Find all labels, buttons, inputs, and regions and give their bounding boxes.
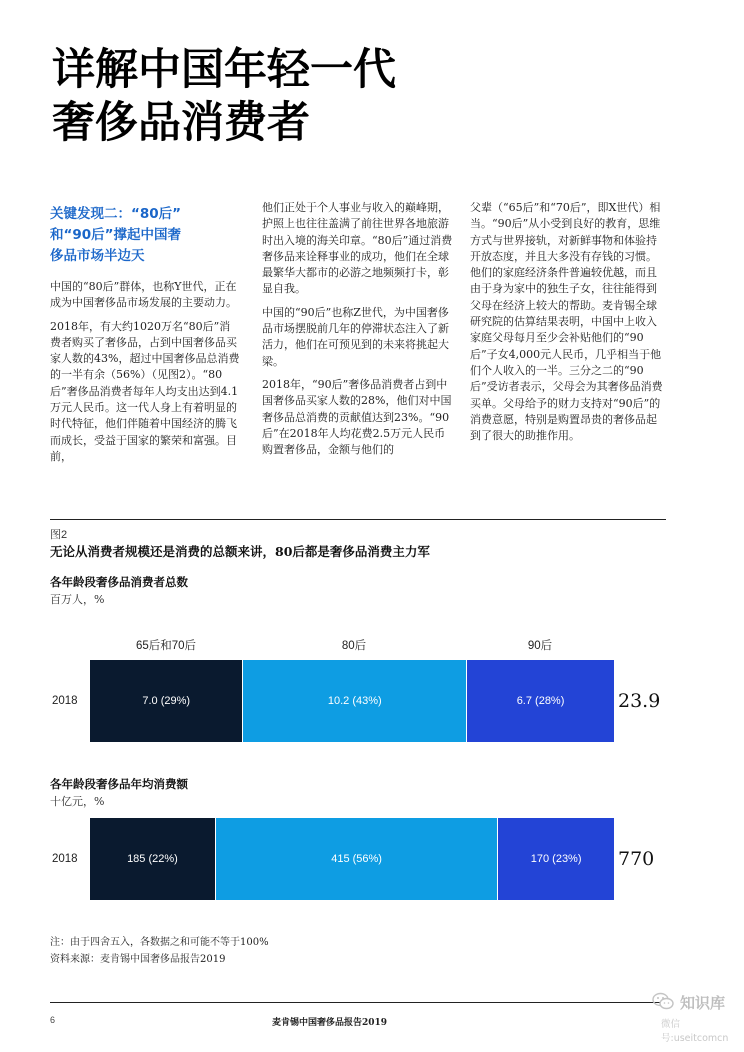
chart-1-category-label: 2018 <box>52 695 78 707</box>
text-column-3 <box>470 200 664 451</box>
bar-segment-90 <box>498 818 614 900</box>
page-title-line-1: 详解中国年轻一代 <box>52 45 396 95</box>
figure-top-rule <box>50 519 666 520</box>
page-title-line-2: 奢侈品消费者 <box>52 98 310 148</box>
series-label-90: 90后 <box>527 640 553 652</box>
bar-value-label: 6.7 (28%) <box>516 695 565 707</box>
chart-2-total: 770 <box>618 848 655 870</box>
bar-value-label: 7.0 (29%) <box>142 695 191 707</box>
figure-title: 无论从消费者规模还是消费的总额来讲，80后都是奢侈品消费主力军 <box>50 544 430 559</box>
paragraph: 中国的“90后”也称Z世代，为中国奢侈品市场摆脱前几年的停滞状态注入了新活力，他们在可预见到的未来将挑起大梁。 <box>262 305 449 368</box>
page-number: 6 <box>50 1015 56 1025</box>
bar-value-label: 170 (23%) <box>530 853 582 865</box>
watermark-brand: 知识库 <box>680 994 726 1012</box>
key-finding-heading: 关键发现二：“80后” 和“90后”撑起中国奢 侈品市场半边天 <box>50 206 182 264</box>
publication-name: 麦肯锡中国奢侈品报告2019 <box>272 1018 388 1028</box>
chart-1-total: 23.9 <box>618 690 661 712</box>
bar-value-label: 10.2 (43%) <box>327 695 382 707</box>
chart-1-stacked-bar <box>90 660 614 742</box>
bar-value-label: 185 (22%) <box>127 853 178 865</box>
page-title <box>52 44 612 150</box>
paragraph: 2018年，“90后”奢侈品消费者占到中国奢侈品买家人数的28%，他们对中国奢侈品总消费的贡献值达到23%。“90后”在2018年人均花费2.5万元人民币购置奢侈品，金额与他们的 <box>262 377 452 457</box>
paragraph: 中国的“80后”群体，也称Y世代，正在成为中国奢侈品市场发展的主要动力。 <box>50 280 237 310</box>
paragraph: 他们正处于个人事业与收入的巅峰期，护照上也往往盖满了前往世界各地旅游时出入境的海关印章。“80后”通过消费奢侈品来诠释事业的成功，他们在全球最繁华大都市的必游之地频频打卡，彰显自我。 <box>262 201 453 296</box>
source-note: 资料来源：麦肯锡中国奢侈品报告2019 <box>50 954 226 965</box>
chart-1-unit: 百万人，% <box>50 593 105 606</box>
bar-segment-80 <box>216 818 498 900</box>
series-label-65-70: 65后和70后 <box>135 640 197 652</box>
text-column-2 <box>262 200 454 465</box>
bar-value-label: 415 (56%) <box>331 853 382 865</box>
bar-segment-65-70 <box>90 660 243 742</box>
series-label-80: 80后 <box>341 640 367 652</box>
footnote: 注：由于四舍五入，各数据之和可能不等于100% <box>50 937 269 948</box>
chart-2-stacked-bar <box>90 818 614 900</box>
figure-notes <box>50 934 269 968</box>
bar-segment-90 <box>467 660 614 742</box>
paragraph: 父辈（“65后”和“70后”，即X世代）相当。“90后”从小受到良好的教育，思维方式与世界接轨，对新鲜事物和体验持开放态度，并且大多没有存钱的习惯。他们的家庭经济条件普遍较优越，而且由于身为家中的独生子女，往往能得到父母在经济上较大的帮助。麦肯锡全球研究院的估算结果表明，中国中上收入家庭父母每月至少会补贴他们的“90后”子女4,000元人民币，几乎相当于他们个人收入的一半。三分之二的“90后”受访者表示，父母会为其奢侈品消费买单。父母给予的财力支持对“90后”的消费意愿，特别是购置昂贵的奢侈品起到了很大的助推作用。 <box>470 201 663 443</box>
watermark-account: 微信号:useitcomcn <box>661 1019 729 1044</box>
chart-1-title: 各年龄段奢侈品消费者总数 <box>50 575 188 589</box>
bar-segment-65-70 <box>90 818 216 900</box>
paragraph: 2018年，有大约1020万名“80后”消费者购买了奢侈品，占到中国奢侈品买家人数的43%，超过中国奢侈品总消费的一半有余（56%）（见图2）。“80后”奢侈品消费者每年人均支出达到4.1万元人民币。这一代人身上有着明显的时代特征，他们伴随着中国经济的腾飞而成长，受益于国家的繁荣和富强。目前， <box>50 319 240 463</box>
wechat-icon <box>652 992 674 1010</box>
chart-2-unit: 十亿元，% <box>50 795 105 808</box>
bar-segment-80 <box>243 660 467 742</box>
chart-2-title: 各年龄段奢侈品年均消费额 <box>50 777 188 791</box>
footer-rule <box>50 1002 666 1003</box>
text-column-1 <box>50 204 240 472</box>
figure-label: 图2 <box>50 529 68 541</box>
chart-2-category-label: 2018 <box>52 853 78 865</box>
